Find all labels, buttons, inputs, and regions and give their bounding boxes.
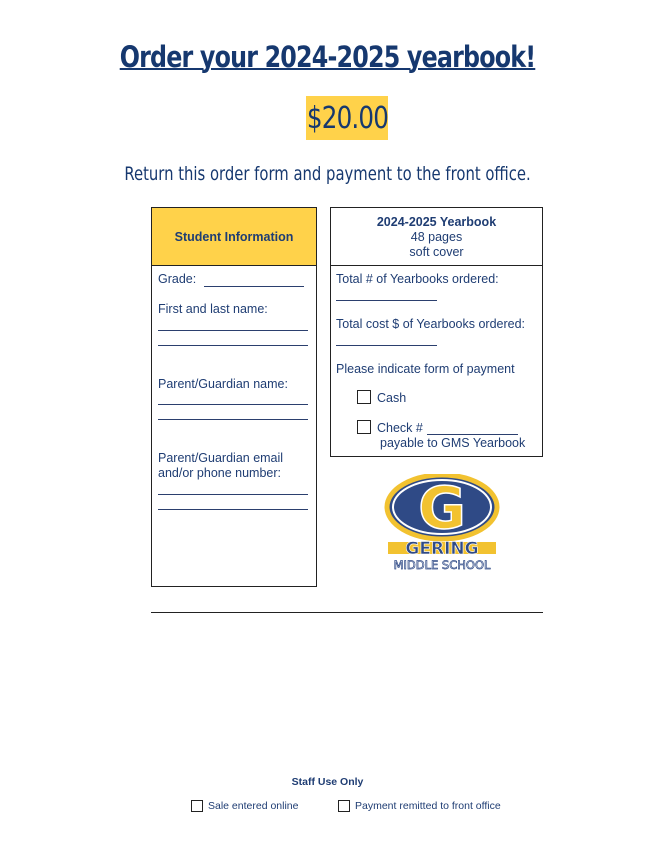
check-number-field[interactable] xyxy=(427,434,518,435)
yearbook-title: 2024-2025 Yearbook xyxy=(376,215,497,229)
section-divider xyxy=(151,612,543,613)
yearbook-pages: 48 pages xyxy=(410,230,463,244)
logo-subtitle: MIDDLE SCHOOL xyxy=(393,558,491,572)
check-label: Check # xyxy=(377,421,423,435)
payment-form-prompt: Please indicate form of payment xyxy=(336,362,515,376)
price-text: $20.00 xyxy=(306,100,388,136)
yearbook-heading xyxy=(331,208,542,266)
total-cost-label: Total cost $ of Yearbooks ordered: xyxy=(336,317,526,331)
yearbook-cover: soft cover xyxy=(409,245,464,259)
sale-entered-checkbox[interactable] xyxy=(191,800,203,812)
logo-name: GERING xyxy=(405,539,479,559)
grade-field[interactable] xyxy=(204,286,304,287)
student-name-field-line-1[interactable] xyxy=(158,330,308,331)
check-checkbox[interactable] xyxy=(357,420,371,434)
guardian-name-label: Parent/Guardian name: xyxy=(158,377,288,391)
guardian-contact-label-line-1: Parent/Guardian email xyxy=(158,451,284,465)
guardian-contact-field-line-2[interactable] xyxy=(158,509,308,510)
total-ordered-field[interactable] xyxy=(336,300,437,301)
gering-middle-school-logo xyxy=(374,474,510,574)
logo-letter: G xyxy=(418,474,466,542)
return-instruction-text: Return this order form and payment to the front office. xyxy=(124,163,531,185)
guardian-contact-field-line-1[interactable] xyxy=(158,494,308,495)
student-information-heading: Student Information xyxy=(152,208,316,266)
guardian-name-field-line-2[interactable] xyxy=(158,419,308,420)
sale-entered-label: Sale entered online xyxy=(208,800,299,812)
student-name-label: First and last name: xyxy=(158,302,268,316)
guardian-contact-label-line-2: and/or phone number: xyxy=(158,466,282,480)
student-name-field-line-2[interactable] xyxy=(158,345,308,346)
guardian-name-field-line-1[interactable] xyxy=(158,404,308,405)
page-title: Order your 2024-2025 yearbook! xyxy=(119,40,536,74)
yearbook-order-box xyxy=(330,207,543,457)
return-instruction xyxy=(0,163,655,185)
check-payable-note: payable to GMS Yearbook xyxy=(380,436,526,450)
total-ordered-label: Total # of Yearbooks ordered: xyxy=(336,272,499,286)
student-information-box xyxy=(151,207,317,587)
cash-checkbox[interactable] xyxy=(357,390,371,404)
total-cost-field[interactable] xyxy=(336,345,437,346)
staff-use-only-heading: Staff Use Only xyxy=(291,776,364,788)
grade-label: Grade: xyxy=(158,272,197,286)
payment-remitted-label: Payment remitted to front office xyxy=(355,800,501,812)
price-badge xyxy=(306,96,388,140)
payment-remitted-checkbox[interactable] xyxy=(338,800,350,812)
cash-label: Cash xyxy=(377,391,407,405)
